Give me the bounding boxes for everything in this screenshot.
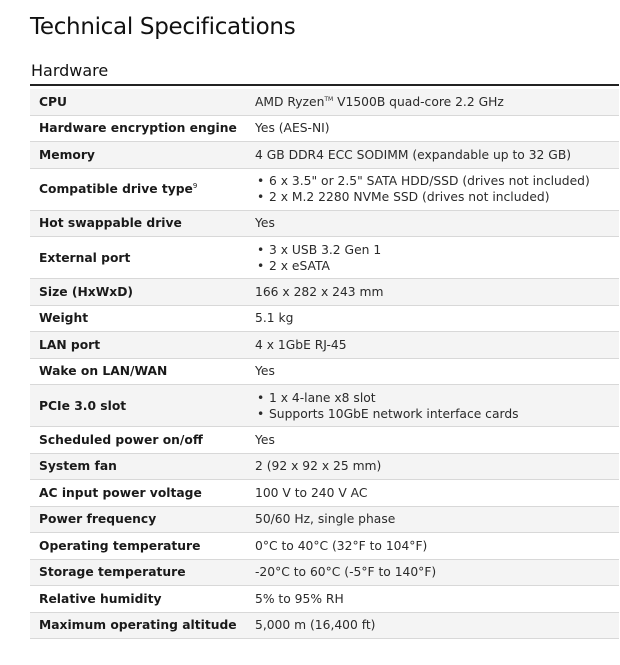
spec-value: Yes [255, 427, 619, 454]
spec-label: Weight [30, 305, 255, 332]
spec-row-hot-swap [30, 210, 619, 237]
spec-value: 5,000 m (16,400 ft) [255, 612, 619, 639]
spec-label: AC input power voltage [30, 480, 255, 507]
list-item: • 2 x M.2 2280 NVMe SSD (drives not included) [255, 189, 619, 205]
spec-row-weight [30, 305, 619, 332]
spec-value-list [255, 242, 619, 274]
spec-value: 0°C to 40°C (32°F to 104°F) [255, 533, 619, 560]
spec-label: Wake on LAN/WAN [30, 358, 255, 385]
spec-value: Yes [255, 210, 619, 237]
list-item: • 1 x 4-lane x8 slot [255, 390, 619, 406]
spec-value: 166 x 282 x 243 mm [255, 279, 619, 306]
spec-value: 5% to 95% RH [255, 586, 619, 613]
spec-label: Storage temperature [30, 559, 255, 586]
spec-label: Size (HxWxD) [30, 279, 255, 306]
spec-value: -20°C to 60°C (-5°F to 140°F) [255, 559, 619, 586]
spec-value [255, 168, 619, 210]
list-item: • 6 x 3.5" or 2.5" SATA HDD/SSD (drives not included) [255, 173, 619, 189]
spec-value: 5.1 kg [255, 305, 619, 332]
spec-label: External port [30, 237, 255, 279]
spec-value-list [255, 390, 619, 422]
spec-row-power-frequency [30, 506, 619, 533]
spec-label: Memory [30, 142, 255, 169]
spec-value: 2 (92 x 92 x 25 mm) [255, 453, 619, 480]
spec-row-relative-humidity [30, 586, 619, 613]
section-title: Hardware [31, 61, 109, 80]
spec-label: Scheduled power on/off [30, 427, 255, 454]
spec-value: 4 x 1GbE RJ-45 [255, 332, 619, 359]
spec-row-system-fan [30, 453, 619, 480]
spec-row-size [30, 279, 619, 306]
spec-label: System fan [30, 453, 255, 480]
cpu-model: V1500B quad-core 2.2 GHz [333, 94, 504, 109]
spec-value: Yes [255, 358, 619, 385]
spec-label: Maximum operating altitude [30, 612, 255, 639]
spec-row-lan-port [30, 332, 619, 359]
trademark-mark: TM [324, 95, 334, 103]
spec-value: 50/60 Hz, single phase [255, 506, 619, 533]
spec-row-memory [30, 142, 619, 169]
drive-type-label: Compatible drive type [39, 182, 193, 196]
spec-row-external-port [30, 237, 619, 279]
spec-row-storage-temperature [30, 559, 619, 586]
spec-label: PCIe 3.0 slot [30, 385, 255, 427]
section-divider [30, 84, 619, 86]
spec-row-pcie [30, 385, 619, 427]
page-title: Technical Specifications [30, 14, 296, 40]
list-item: • 3 x USB 3.2 Gen 1 [255, 242, 619, 258]
spec-row-drive-type [30, 168, 619, 210]
spec-row-wake-on-lan [30, 358, 619, 385]
spec-value: 4 GB DDR4 ECC SODIMM (expandable up to 32 GB) [255, 142, 619, 169]
spec-value-list [255, 173, 619, 205]
spec-value: 100 V to 240 V AC [255, 480, 619, 507]
spec-value [255, 385, 619, 427]
spec-label [30, 168, 255, 210]
spec-label: Power frequency [30, 506, 255, 533]
spec-row-max-altitude [30, 612, 619, 639]
spec-label: Hardware encryption engine [30, 115, 255, 142]
spec-label: CPU [30, 89, 255, 115]
spec-label: Relative humidity [30, 586, 255, 613]
spec-table [30, 89, 619, 639]
list-item: • 2 x eSATA [255, 258, 619, 274]
spec-row-encryption [30, 115, 619, 142]
spec-row-scheduled-power [30, 427, 619, 454]
spec-value [255, 89, 619, 115]
spec-row-ac-input [30, 480, 619, 507]
list-item: • Supports 10GbE network interface cards [255, 406, 619, 422]
spec-label: LAN port [30, 332, 255, 359]
spec-label: Operating temperature [30, 533, 255, 560]
spec-row-operating-temperature [30, 533, 619, 560]
footnote-marker: 9 [192, 181, 198, 190]
cpu-brand: AMD Ryzen [255, 94, 325, 109]
spec-row-cpu [30, 89, 619, 115]
spec-label: Hot swappable drive [30, 210, 255, 237]
spec-value [255, 237, 619, 279]
spec-value: Yes (AES-NI) [255, 115, 619, 142]
